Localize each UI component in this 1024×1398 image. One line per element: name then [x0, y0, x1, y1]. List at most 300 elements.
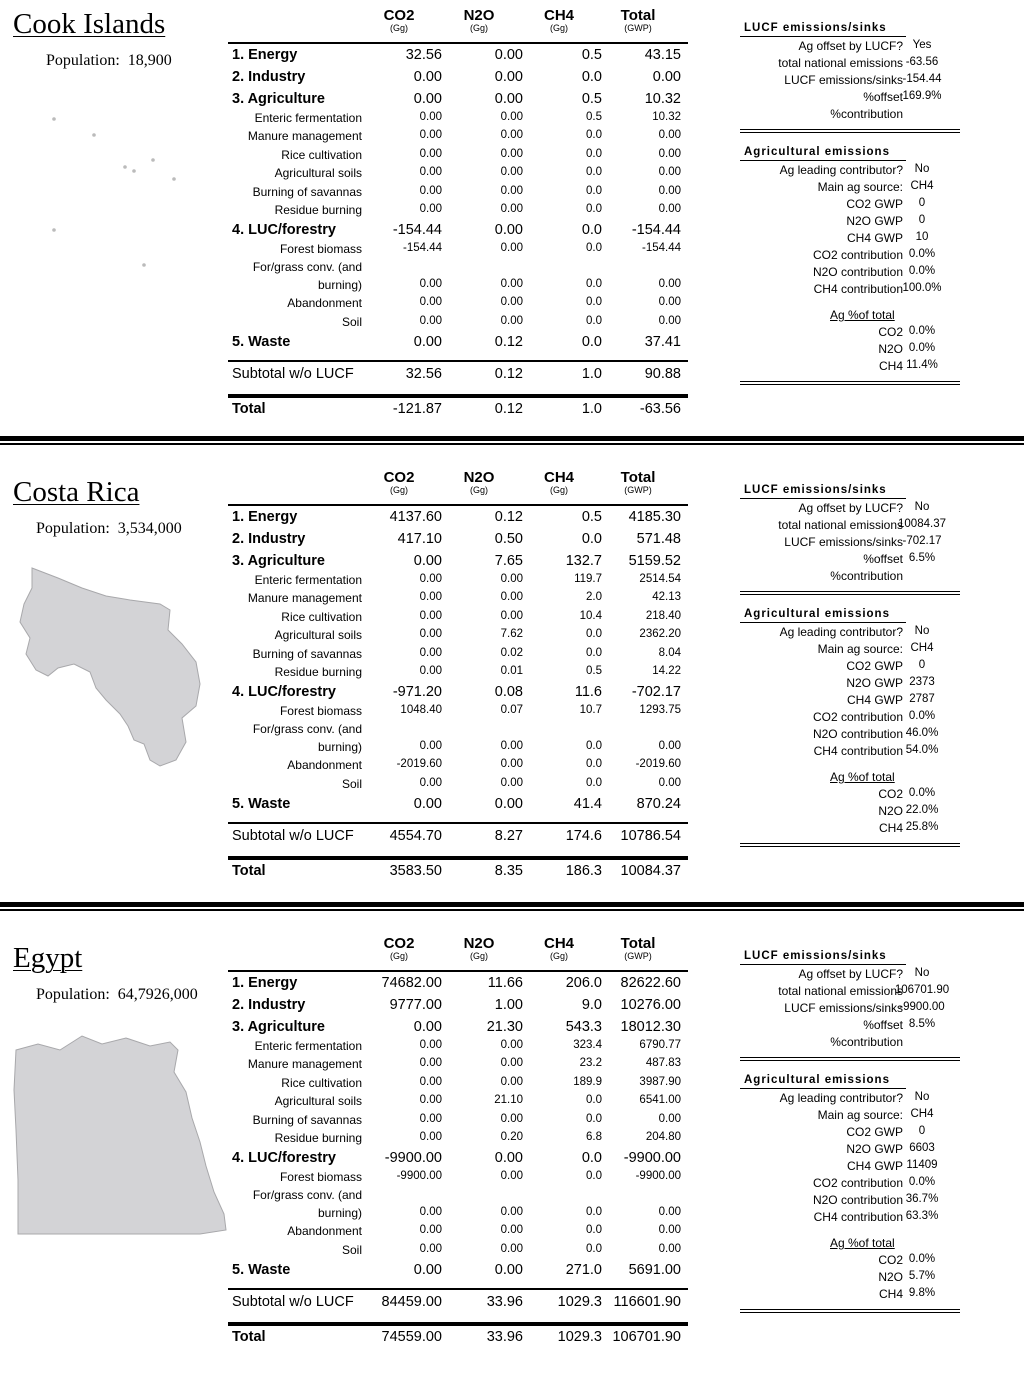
row-label-enteric: Enteric fermentation: [254, 111, 362, 125]
cell-waste-n2o: 0.00: [494, 796, 523, 812]
row-label-rice: Rice cultivation: [281, 148, 362, 162]
table-row-waste: [228, 1262, 688, 1282]
cell-waste-ch4: 41.4: [573, 796, 602, 812]
table-row-industry: [228, 69, 688, 89]
summary-label-pct_contribution: %contribution: [830, 569, 903, 583]
table-header: [228, 470, 688, 506]
cell-enteric-ch4: 119.7: [574, 573, 602, 585]
header-ch4: [524, 936, 594, 962]
cell-forgrass-ch4: 0.0: [586, 740, 602, 752]
row-label-subtotal: Subtotal w/o LUCF: [232, 828, 354, 844]
summary-label-total_national: total national emissions: [778, 984, 903, 998]
country-name: Costa Rica: [13, 476, 140, 508]
cell-savannas-n2o: 0.00: [500, 1113, 523, 1125]
cell-soil-co2: 0.00: [419, 1243, 442, 1255]
cell-savannas-n2o: 0.02: [500, 647, 523, 659]
summary-value-co2: 0.0%: [908, 787, 936, 799]
cell-enteric-ch4: 323.4: [573, 1039, 602, 1051]
summary-value-main_source: CH4: [910, 180, 934, 192]
table-row-energy: [228, 509, 688, 529]
row-label-soil: Soil: [341, 1243, 362, 1257]
cell-soil-co2: 0.00: [419, 777, 442, 789]
table-row-energy: [228, 47, 688, 67]
cell-subtotal-ch4: 1.0: [581, 366, 602, 382]
row-label-savannas: Burning of savannas: [252, 647, 362, 661]
table-row-enteric: [228, 573, 688, 589]
summary-value-co2_contrib: 0.0%: [908, 1176, 936, 1188]
header-co2-gas: CO2: [383, 7, 415, 24]
cell-manure-total: 487.83: [645, 1057, 681, 1069]
cell-rice-ch4: 10.4: [579, 610, 602, 622]
header-ch4-unit: (Gg): [550, 485, 568, 495]
section-title-underline: [740, 36, 906, 37]
cell-manure-co2: 0.00: [419, 129, 442, 141]
section-title-underline: [740, 160, 906, 161]
row-label-soil: Soil: [341, 777, 362, 791]
cell-total-n2o: 0.12: [494, 401, 523, 417]
cell-waste-total: 37.41: [644, 334, 681, 350]
header-ch4-gas: CH4: [543, 935, 574, 952]
row-label-energy: 1. Energy: [232, 975, 298, 991]
header-co2-unit: (Gg): [390, 485, 408, 495]
section-title-underline: [740, 622, 906, 623]
table-header: [228, 8, 688, 44]
row-label-waste: 5. Waste: [232, 334, 291, 350]
table-row-residue: [228, 203, 688, 219]
header-n2o-gas: N2O: [463, 7, 495, 24]
cell-subtotal-total: 90.88: [644, 366, 681, 382]
cell-subtotal-co2: 84459.00: [381, 1294, 442, 1310]
summary-label-ch4: CH4: [878, 359, 903, 373]
population-value: 18,900: [127, 52, 172, 69]
cell-soils-ch4: 0.0: [586, 628, 602, 640]
row-label-industry: 2. Industry: [232, 69, 306, 85]
header-n2o-gas: N2O: [463, 935, 495, 952]
row-label-abandon: Abandonment: [287, 758, 362, 772]
subtotal-rule: [228, 360, 688, 362]
row-label-savannas: Burning of savannas: [252, 1113, 362, 1127]
summary-label-n2o_gwp: N2O GWP: [846, 214, 903, 228]
country-name: Egypt: [13, 942, 83, 974]
cell-rice-total: 218.40: [645, 610, 681, 622]
cook-islands-map: [10, 105, 210, 285]
summary-label-co2: CO2: [878, 1253, 903, 1267]
row-label-soil: Soil: [341, 315, 362, 329]
cell-industry-ch4: 9.0: [581, 997, 602, 1013]
cell-soil-n2o: 0.00: [500, 777, 523, 789]
summary-value-total_national: 10084.37: [898, 518, 946, 530]
header-ch4-gas: CH4: [543, 7, 574, 24]
cell-abandon-total: -2019.60: [635, 758, 681, 770]
row-label-subtotal: Subtotal w/o LUCF: [232, 366, 354, 382]
cell-enteric-n2o: 0.00: [500, 111, 523, 123]
cell-forgrass-ch4: 0.0: [586, 278, 602, 290]
cell-manure-n2o: 0.00: [500, 1057, 523, 1069]
summary-label-ag_offset: Ag offset by LUCF?: [798, 501, 903, 515]
row-label-total: Total: [232, 401, 266, 417]
cell-rice-co2: 0.00: [419, 148, 442, 160]
summary-value-ch4_contrib: 100.0%: [902, 282, 942, 294]
cell-residue-total: 204.80: [645, 1131, 681, 1143]
cell-forgrass-co2: 0.00: [419, 740, 442, 752]
subtotal-rule: [228, 822, 688, 824]
header-total-unit: (GWP): [624, 23, 652, 33]
header-co2-unit: (Gg): [390, 23, 408, 33]
summary-value-n2o: 22.0%: [905, 804, 939, 816]
summary-label-co2: CO2: [878, 787, 903, 801]
cell-energy-ch4: 0.5: [581, 509, 602, 525]
cell-forest-ch4: 0.0: [586, 1170, 602, 1182]
cell-manure-total: 0.00: [658, 129, 681, 141]
summary-label-co2_gwp: CO2 GWP: [846, 659, 903, 673]
cell-industry-n2o: 1.00: [494, 997, 523, 1013]
cell-soil-total: 0.00: [658, 1243, 681, 1255]
double-rule: [740, 843, 960, 847]
summary-label-n2o: N2O: [878, 1270, 903, 1284]
header-n2o: [444, 470, 514, 496]
cell-abandon-ch4: 0.0: [586, 296, 602, 308]
summary-value-n2o: 5.7%: [908, 1270, 936, 1282]
cell-energy-co2: 74682.00: [381, 975, 442, 991]
cell-forgrass-n2o: 0.00: [500, 1206, 523, 1218]
cell-forest-n2o: 0.00: [500, 242, 523, 254]
cell-total-total: 106701.90: [612, 1329, 681, 1345]
header-co2-gas: CO2: [383, 935, 415, 952]
summary-value-ch4: 25.8%: [905, 821, 939, 833]
summary-label-co2_contrib: CO2 contribution: [812, 248, 903, 262]
row-label-rice: Rice cultivation: [281, 1076, 362, 1090]
cell-rice-n2o: 0.00: [500, 610, 523, 622]
cell-forest-total: 1293.75: [639, 704, 681, 716]
cell-rice-total: 0.00: [658, 148, 681, 160]
cell-residue-n2o: 0.00: [500, 203, 523, 215]
cell-soils-n2o: 21.10: [494, 1094, 523, 1106]
summary-label-lucf_sinks: LUCF emissions/sinks: [784, 1001, 903, 1015]
cell-soil-ch4: 0.0: [586, 315, 602, 327]
country-section-1: [0, 466, 1024, 932]
header-ch4-unit: (Gg): [550, 23, 568, 33]
cell-luc-ch4: 11.6: [574, 684, 602, 700]
cell-agriculture-n2o: 7.65: [494, 553, 523, 569]
country-section-2: [0, 932, 1024, 1398]
summary-label-ch4_contrib: CH4 contribution: [813, 744, 903, 758]
cell-waste-co2: 0.00: [413, 796, 442, 812]
header-n2o: [444, 936, 514, 962]
cell-forgrass-ch4: 0.0: [586, 1206, 602, 1218]
cell-luc-ch4: 0.0: [581, 1150, 602, 1166]
row-label-waste: 5. Waste: [232, 796, 291, 812]
double-rule: [740, 129, 960, 133]
table-row-enteric: [228, 1039, 688, 1055]
header-total: [603, 8, 673, 34]
summary-value-ch4_gwp: 2787: [909, 693, 935, 705]
cell-total-total: -63.56: [639, 401, 681, 417]
row-label-forgrass-line1: For/grass conv. (and: [252, 1188, 362, 1202]
header-total-gas: Total: [620, 469, 656, 486]
cell-industry-total: 10276.00: [620, 997, 681, 1013]
summary-value-ch4_gwp: 11409: [906, 1159, 938, 1171]
cell-soils-co2: 0.00: [419, 166, 442, 178]
row-label-luc: 4. LUC/forestry: [232, 684, 336, 700]
table-row-agriculture: [228, 1019, 688, 1039]
table-row-agriculture: [228, 91, 688, 111]
cell-soil-n2o: 0.00: [500, 315, 523, 327]
cell-luc-co2: -971.20: [392, 684, 442, 700]
summary-label-lucf_sinks: LUCF emissions/sinks: [784, 535, 903, 549]
table-row-soils: [228, 166, 688, 182]
table-row-soil: [228, 315, 688, 331]
cell-soils-n2o: 0.00: [500, 166, 523, 178]
header-total: [603, 470, 673, 496]
summary-value-main_source: CH4: [910, 1108, 934, 1120]
row-label-forest: Forest biomass: [279, 1170, 362, 1184]
cell-total-co2: -121.87: [392, 401, 442, 417]
cell-abandon-co2: 0.00: [419, 296, 442, 308]
total-rule: [228, 856, 688, 860]
cell-rice-co2: 0.00: [419, 610, 442, 622]
cell-abandon-n2o: 0.00: [500, 296, 523, 308]
cell-subtotal-co2: 32.56: [405, 366, 442, 382]
table-row-waste: [228, 796, 688, 816]
lucf-section-title: LUCF emissions/sinks: [744, 484, 887, 496]
cell-subtotal-total: 10786.54: [620, 828, 681, 844]
table-row-residue: [228, 665, 688, 681]
cell-forest-co2: -9900.00: [396, 1170, 442, 1182]
row-label-forgrass-line1: For/grass conv. (and: [252, 260, 362, 274]
summary-label-ag_leading: Ag leading contributor?: [779, 163, 903, 177]
row-label-industry: 2. Industry: [232, 531, 306, 547]
cell-savannas-co2: 0.00: [419, 647, 442, 659]
cell-total-ch4: 1.0: [581, 401, 602, 417]
cell-residue-total: 0.00: [658, 203, 681, 215]
summary-label-pct_contribution: %contribution: [830, 1035, 903, 1049]
cell-manure-n2o: 0.00: [500, 591, 523, 603]
cell-soil-ch4: 0.0: [586, 1243, 602, 1255]
summary-value-ch4_gwp: 10: [915, 231, 929, 243]
table-row-manure: [228, 1057, 688, 1073]
table-row-enteric: [228, 111, 688, 127]
table-row-savannas: [228, 647, 688, 663]
cell-residue-ch4: 0.5: [586, 665, 602, 677]
cell-subtotal-n2o: 8.27: [494, 828, 523, 844]
cell-manure-co2: 0.00: [419, 591, 442, 603]
double-rule: [740, 591, 960, 595]
cell-energy-total: 43.15: [644, 47, 681, 63]
row-label-luc: 4. LUC/forestry: [232, 1150, 336, 1166]
row-label-energy: 1. Energy: [232, 47, 298, 63]
header-co2-unit: (Gg): [390, 951, 408, 961]
header-total-gas: Total: [620, 7, 656, 24]
population-value: 64,7926,000: [117, 986, 198, 1003]
ag-section-title: Agricultural emissions: [744, 146, 890, 158]
cell-savannas-ch4: 0.0: [586, 185, 602, 197]
cell-industry-co2: 417.10: [397, 531, 442, 547]
cell-total-ch4: 1029.3: [557, 1329, 602, 1345]
row-label-forgrass: burning): [317, 740, 362, 754]
table-row-waste: [228, 334, 688, 354]
cell-enteric-ch4: 0.5: [586, 111, 602, 123]
summary-label-main_source: Main ag source:: [817, 1108, 903, 1122]
summary-label-ch4_contrib: CH4 contribution: [813, 282, 903, 296]
summary-value-ch4: 9.8%: [908, 1287, 936, 1299]
population-value: 3,534,000: [117, 520, 182, 537]
summary-value-n2o_gwp: 0: [918, 214, 926, 226]
egypt-map: [10, 1020, 230, 1270]
table-row-soils: [228, 1094, 688, 1110]
summary-value-pct_offset: 169.9%: [902, 90, 942, 102]
population-label: Population:: [36, 520, 110, 537]
cell-total-co2: 74559.00: [381, 1329, 442, 1345]
header-n2o-gas: N2O: [463, 469, 495, 486]
summary-label-ch4: CH4: [878, 821, 903, 835]
costa-rica-map: [10, 564, 210, 804]
ag-pct-total-heading: Ag %of total: [830, 1236, 895, 1250]
cell-soils-total: 6541.00: [639, 1094, 681, 1106]
summary-value-co2_gwp: 0: [918, 1125, 926, 1137]
summary-value-co2_contrib: 0.0%: [908, 248, 936, 260]
cell-forgrass-co2: 0.00: [419, 278, 442, 290]
header-n2o: [444, 8, 514, 34]
cell-rice-n2o: 0.00: [500, 148, 523, 160]
cell-energy-ch4: 206.0: [565, 975, 602, 991]
cell-forgrass-n2o: 0.00: [500, 278, 523, 290]
table-row-rice: [228, 148, 688, 164]
summary-value-ch4_contrib: 63.3%: [905, 1210, 939, 1222]
table-row-forgrass: [228, 722, 688, 756]
section-title-underline: [740, 964, 906, 965]
cell-agriculture-co2: 0.00: [413, 1019, 442, 1035]
cell-forest-n2o: 0.00: [500, 1170, 523, 1182]
summary-label-pct_offset: %offset: [863, 552, 903, 566]
cell-industry-total: 0.00: [652, 69, 681, 85]
summary-label-n2o_gwp: N2O GWP: [846, 1142, 903, 1156]
cell-rice-ch4: 0.0: [586, 148, 602, 160]
cell-abandon-ch4: 0.0: [586, 758, 602, 770]
cell-forgrass-n2o: 0.00: [500, 740, 523, 752]
table-row-luc: [228, 222, 688, 242]
cell-luc-ch4: 0.0: [581, 222, 602, 238]
row-label-rice: Rice cultivation: [281, 610, 362, 624]
summary-label-ch4_contrib: CH4 contribution: [813, 1210, 903, 1224]
table-row-soil: [228, 777, 688, 793]
cell-industry-ch4: 0.0: [581, 531, 602, 547]
ag-pct-total-heading: Ag %of total: [830, 770, 895, 784]
population-label: Population:: [36, 986, 110, 1003]
cell-forgrass-total: 0.00: [658, 740, 681, 752]
cell-energy-n2o: 0.12: [494, 509, 523, 525]
cell-energy-ch4: 0.5: [581, 47, 602, 63]
row-label-agriculture: 3. Agriculture: [232, 553, 325, 569]
cell-waste-ch4: 0.0: [581, 334, 602, 350]
cell-waste-co2: 0.00: [413, 1262, 442, 1278]
cell-total-co2: 3583.50: [389, 863, 442, 879]
header-total-unit: (GWP): [624, 485, 652, 495]
table-row-abandon: [228, 1224, 688, 1240]
cell-waste-total: 870.24: [636, 796, 681, 812]
summary-label-co2_gwp: CO2 GWP: [846, 1125, 903, 1139]
cell-enteric-total: 10.32: [652, 111, 681, 123]
row-label-luc: 4. LUC/forestry: [232, 222, 336, 238]
summary-value-ch4: 11.4%: [906, 359, 938, 371]
summary-value-n2o_contrib: 0.0%: [908, 265, 936, 277]
summary-value-ag_leading: No: [914, 625, 930, 637]
table-row-manure: [228, 591, 688, 607]
cell-savannas-co2: 0.00: [419, 185, 442, 197]
summary-value-n2o_gwp: 2373: [909, 676, 935, 688]
cell-agriculture-n2o: 21.30: [486, 1019, 523, 1035]
cell-luc-n2o: 0.08: [494, 684, 523, 700]
row-label-enteric: Enteric fermentation: [254, 573, 362, 587]
table-header: [228, 936, 688, 972]
header-n2o-unit: (Gg): [470, 23, 488, 33]
cell-enteric-co2: 0.00: [419, 111, 442, 123]
cell-forgrass-total: 0.00: [658, 278, 681, 290]
ag-section-title: Agricultural emissions: [744, 1074, 890, 1086]
cell-residue-total: 14.22: [652, 665, 681, 677]
cell-savannas-co2: 0.00: [419, 1113, 442, 1125]
cell-subtotal-total: 116601.90: [613, 1294, 681, 1310]
cell-agriculture-total: 18012.30: [620, 1019, 681, 1035]
cell-agriculture-total: 5159.52: [628, 553, 681, 569]
cell-soil-ch4: 0.0: [586, 777, 602, 789]
cell-soils-ch4: 0.0: [586, 1094, 602, 1106]
cell-subtotal-co2: 4554.70: [389, 828, 442, 844]
row-label-energy: 1. Energy: [232, 509, 298, 525]
cell-savannas-total: 8.04: [658, 647, 681, 659]
summary-value-ag_offset: Yes: [912, 39, 932, 51]
cell-soils-co2: 0.00: [419, 1094, 442, 1106]
cell-industry-total: 571.48: [636, 531, 681, 547]
row-label-forgrass: burning): [317, 1206, 362, 1220]
summary-value-lucf_sinks: -702.17: [902, 535, 942, 547]
cell-soil-n2o: 0.00: [500, 1243, 523, 1255]
summary-label-n2o_gwp: N2O GWP: [846, 676, 903, 690]
summary-label-co2: CO2: [878, 325, 903, 339]
table-row-energy: [228, 975, 688, 995]
cell-energy-n2o: 0.00: [494, 47, 523, 63]
row-label-residue: Residue burning: [274, 665, 362, 679]
section-title-underline: [740, 1088, 906, 1089]
cell-soil-co2: 0.00: [419, 315, 442, 327]
summary-value-lucf_sinks: -154.44: [902, 73, 942, 85]
table-row-industry: [228, 531, 688, 551]
summary-value-n2o_contrib: 46.0%: [905, 727, 939, 739]
cell-forest-total: -9900.00: [635, 1170, 681, 1182]
summary-label-co2_contrib: CO2 contribution: [812, 710, 903, 724]
summary-value-ag_offset: No: [914, 967, 930, 979]
cell-subtotal-n2o: 0.12: [494, 366, 523, 382]
lucf-section-title: LUCF emissions/sinks: [744, 950, 887, 962]
row-label-abandon: Abandonment: [287, 1224, 362, 1238]
row-label-forgrass-line1: For/grass conv. (and: [252, 722, 362, 736]
header-n2o-unit: (Gg): [470, 951, 488, 961]
population: [36, 986, 198, 1004]
summary-value-n2o_contrib: 36.7%: [905, 1193, 939, 1205]
cell-luc-co2: -154.44: [392, 222, 442, 238]
cell-forest-total: -154.44: [641, 242, 681, 254]
cell-energy-total: 4185.30: [628, 509, 681, 525]
row-label-savannas: Burning of savannas: [252, 185, 362, 199]
population: [46, 52, 172, 70]
cell-energy-co2: 4137.60: [389, 509, 442, 525]
row-label-total: Total: [232, 863, 266, 879]
ag-pct-total-heading: Ag %of total: [830, 308, 895, 322]
row-label-forest: Forest biomass: [279, 242, 362, 256]
cell-manure-co2: 0.00: [419, 1057, 442, 1069]
row-label-forest: Forest biomass: [279, 704, 362, 718]
table-row-luc: [228, 684, 688, 704]
cell-residue-n2o: 0.01: [500, 665, 523, 677]
